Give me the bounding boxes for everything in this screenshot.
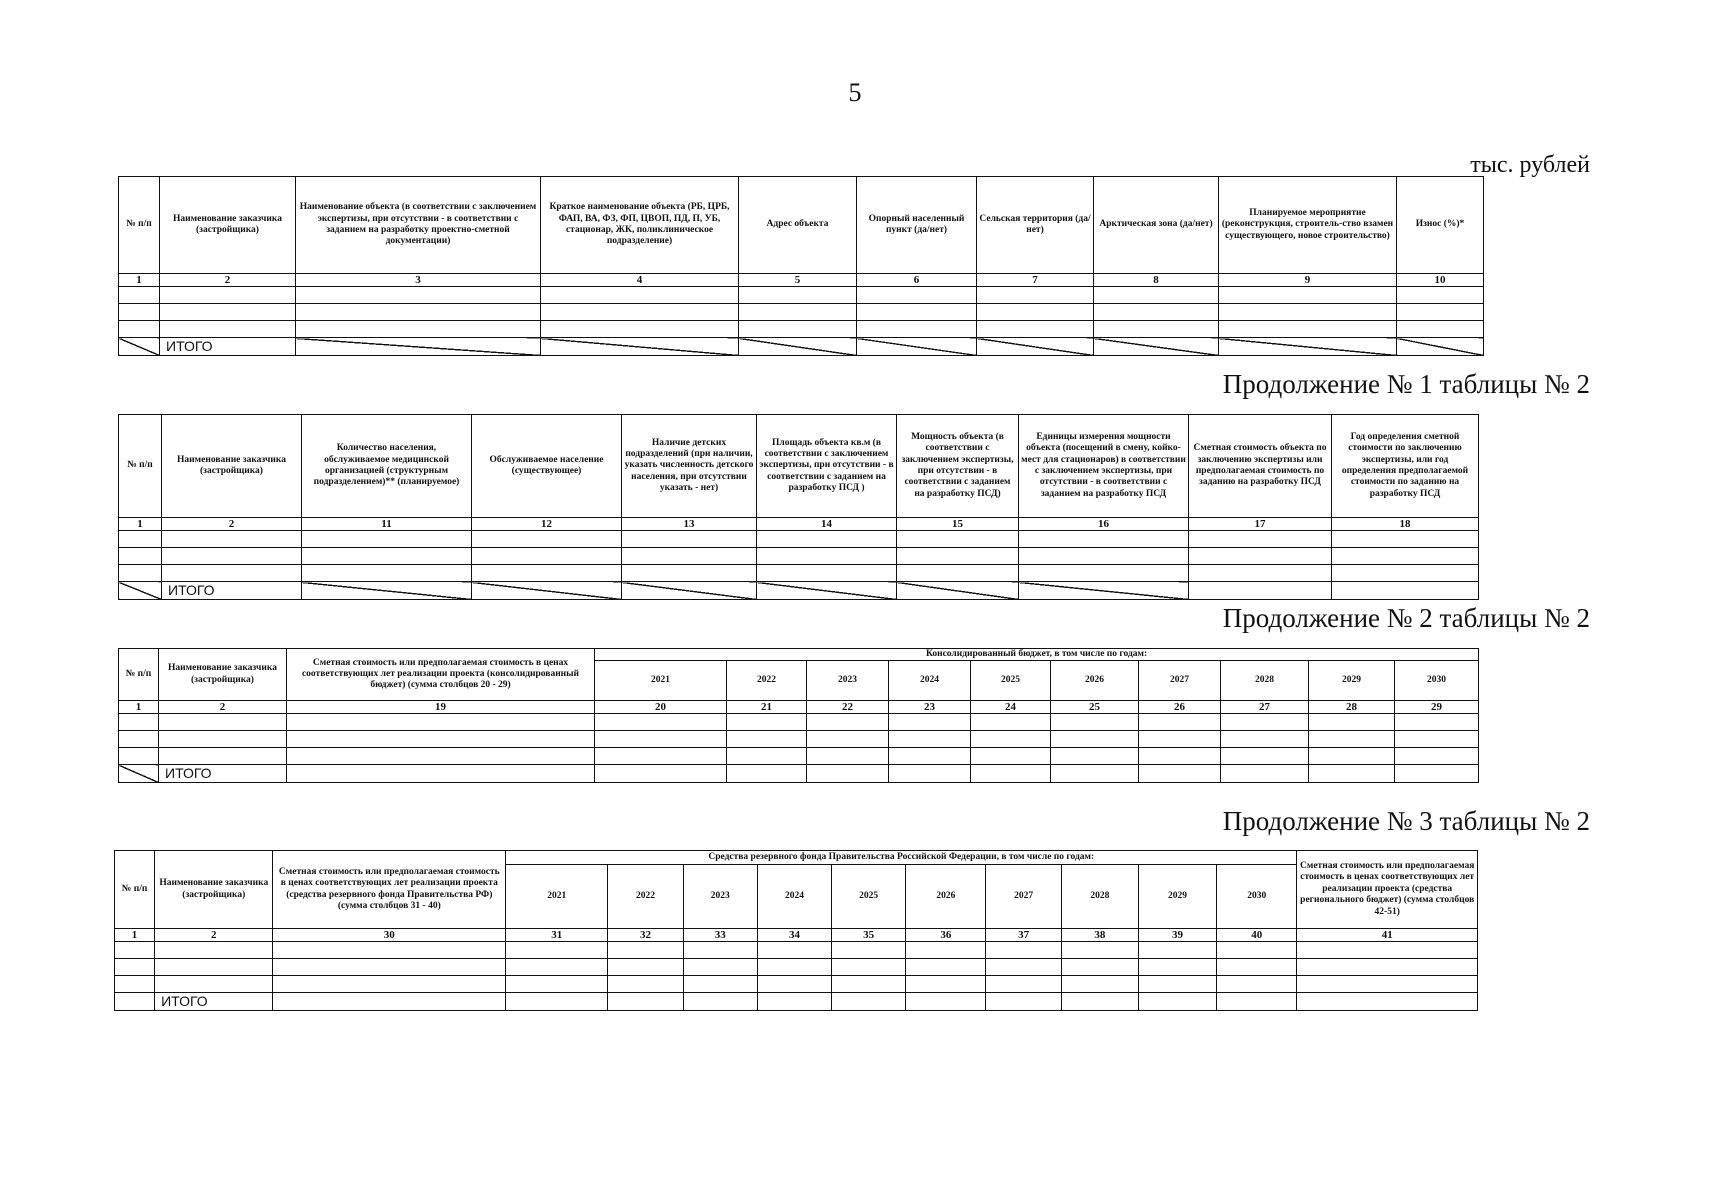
table-continuation-3 (114, 850, 1478, 1011)
column-number: 28 (1309, 701, 1395, 714)
column-number: 34 (757, 929, 831, 942)
header-cell: № п/п (119, 177, 160, 274)
column-number: 35 (832, 929, 906, 942)
header-cell: Мощность объекта (в соответствии с заключением экспертизы, при отсутствии - в соответствии с заданием на разработку ПСД) (897, 415, 1019, 518)
column-number: 14 (757, 518, 897, 531)
year-header: 2028 (1061, 865, 1138, 929)
column-number: 25 (1051, 701, 1139, 714)
header-cell: Наличие детских подразделений (при наличии, указать численность детского населения, при отсутствии указать - нет) (622, 415, 757, 518)
table-row (115, 942, 1478, 959)
table-row (119, 714, 1479, 731)
column-number: 37 (986, 929, 1061, 942)
header-cell: Обслуживаемое население (существующее) (472, 415, 622, 518)
column-number: 33 (683, 929, 757, 942)
group-header: Средства резервного фонда Правительства Российской Федерации, в том числе по годам: (506, 851, 1297, 865)
group-header: Консолидированный бюджет, в том числе по годам: (595, 649, 1479, 661)
header-cell: Единицы измерения мощности объекта (посещений в смену, койко-мест для стационаров) в соответствии с заключением экспертизы, при отсутствии - в соответствии с заданием на разработку ПСД (1019, 415, 1189, 518)
column-number: 6 (857, 274, 977, 287)
year-header: 2026 (906, 865, 986, 929)
column-number: 1 (119, 518, 162, 531)
year-header: 2028 (1221, 661, 1309, 701)
year-header: 2024 (889, 661, 971, 701)
header-cell: Адрес объекта (739, 177, 857, 274)
column-number: 39 (1138, 929, 1216, 942)
column-number: 38 (1061, 929, 1138, 942)
year-header: 2023 (683, 865, 757, 929)
column-number: 23 (889, 701, 971, 714)
column-number: 29 (1395, 701, 1479, 714)
table-row (115, 976, 1478, 993)
table-row (119, 321, 1484, 338)
column-number: 36 (906, 929, 986, 942)
column-number: 20 (595, 701, 727, 714)
year-header: 2025 (832, 865, 906, 929)
column-number: 13 (622, 518, 757, 531)
continuation-title-2: Продолжение № 2 таблицы № 2 (1222, 603, 1590, 633)
year-header: 2027 (986, 865, 1061, 929)
table-row (115, 959, 1478, 976)
column-number: 30 (273, 929, 506, 942)
year-header: 2026 (1051, 661, 1139, 701)
total-label: ИТОГО (160, 338, 296, 356)
column-number: 27 (1221, 701, 1309, 714)
units-label: тыс. рублей (1470, 152, 1590, 178)
table-row (119, 548, 1479, 565)
year-header: 2025 (971, 661, 1051, 701)
header-cell: Планируемое мероприятие (реконструкция, строитель-ство взамен существующего, новое строительство) (1219, 177, 1397, 274)
header-cell: Количество населения, обслуживаемое медицинской организацией (структурным подразделением)** (планируемое) (302, 415, 472, 518)
table-row (119, 531, 1479, 548)
header-cell: Сметная стоимость или предполагаемая стоимость в ценах соответствующих лет реализации проекта (консолидированный бюджет) (сумма столбцов 20 - 29) (287, 649, 595, 701)
column-number: 7 (977, 274, 1094, 287)
column-number: 2 (159, 701, 287, 714)
table-row (119, 304, 1484, 321)
year-header: 2029 (1309, 661, 1395, 701)
total-row (119, 765, 1479, 783)
total-label: ИТОГО (155, 993, 273, 1011)
column-number: 24 (971, 701, 1051, 714)
table-row (119, 748, 1479, 765)
column-number: 26 (1139, 701, 1221, 714)
header-cell: Площадь объекта кв.м (в соответствии с заключением экспертизы, при отсутствии - в соответствии с заданием на разработку ПСД ) (757, 415, 897, 518)
header-cell: № п/п (119, 649, 159, 701)
total-row (119, 338, 1484, 356)
column-number: 31 (506, 929, 608, 942)
year-header: 2030 (1395, 661, 1479, 701)
header-cell: Сметная стоимость или предполагаемая стоимость в ценах соответствующих лет реализации проекта (средства резервного фонда Правительства РФ) (сумма столбцов 31 - 40) (273, 851, 506, 929)
column-number: 11 (302, 518, 472, 531)
column-number: 18 (1332, 518, 1479, 531)
column-number: 5 (739, 274, 857, 287)
column-number: 10 (1397, 274, 1484, 287)
header-cell: Наименование заказчика (застройщика) (162, 415, 302, 518)
year-header: 2022 (608, 865, 683, 929)
table-row (119, 565, 1479, 582)
year-header: 2027 (1139, 661, 1221, 701)
table-main (118, 176, 1484, 356)
total-label: ИТОГО (159, 765, 287, 783)
column-number: 4 (541, 274, 739, 287)
total-row (115, 993, 1478, 1011)
continuation-title-1: Продолжение № 1 таблицы № 2 (1222, 369, 1590, 399)
column-number: 1 (115, 929, 155, 942)
column-number: 1 (119, 701, 159, 714)
header-cell: Сельская территория (да/нет) (977, 177, 1094, 274)
header-cell: Сметная стоимость или предполагаемая стоимость в ценах соответствующих лет реализации проекта (средства регионального бюджет) (сумма столбцов 42-51) (1297, 851, 1478, 929)
column-number: 1 (119, 274, 160, 287)
column-number: 3 (296, 274, 541, 287)
header-cell: Наименование заказчика (застройщика) (159, 649, 287, 701)
year-header: 2024 (757, 865, 831, 929)
year-header: 2030 (1217, 865, 1297, 929)
header-cell: Износ (%)* (1397, 177, 1484, 274)
table-row (119, 731, 1479, 748)
header-cell: № п/п (115, 851, 155, 929)
column-number: 17 (1189, 518, 1332, 531)
header-cell: Сметная стоимость объекта по заключению экспертизы или предполагаемая стоимость по заданию на разработку ПСД (1189, 415, 1332, 518)
table-row (119, 287, 1484, 304)
column-number: 22 (807, 701, 889, 714)
table-continuation-2 (118, 648, 1479, 783)
column-number: 32 (608, 929, 683, 942)
column-number: 2 (160, 274, 296, 287)
column-number: 15 (897, 518, 1019, 531)
header-cell: № п/п (119, 415, 162, 518)
header-cell: Краткое наименование объекта (РБ, ЦРБ, ФАП, ВА, ФЗ, ФП, ЦВОП, ПД, П, УБ, стационар, ЖК, поликлиническое подразделение) (541, 177, 739, 274)
header-cell: Год определения сметной стоимости по заключению экспертизы, или год определения предполагаемой стоимости по заданию на разработку ПСД (1332, 415, 1479, 518)
column-number: 40 (1217, 929, 1297, 942)
column-number: 8 (1094, 274, 1219, 287)
table-continuation-1 (118, 414, 1479, 600)
total-row (119, 582, 1479, 600)
column-number: 12 (472, 518, 622, 531)
header-cell: Опорный населенный пункт (да/нет) (857, 177, 977, 274)
year-header: 2029 (1138, 865, 1216, 929)
total-label: ИТОГО (162, 582, 302, 600)
year-header: 2023 (807, 661, 889, 701)
column-number: 16 (1019, 518, 1189, 531)
header-cell: Наименование заказчика (застройщика) (155, 851, 273, 929)
header-cell: Арктическая зона (да/нет) (1094, 177, 1219, 274)
column-number: 19 (287, 701, 595, 714)
column-number: 2 (155, 929, 273, 942)
page-number: 5 (848, 78, 862, 107)
column-number: 21 (727, 701, 807, 714)
year-header: 2021 (506, 865, 608, 929)
year-header: 2021 (595, 661, 727, 701)
column-number: 41 (1297, 929, 1478, 942)
header-cell: Наименование объекта (в соответствии с заключением экспертизы, при отсутствии - в соответствии с заданием на разработку проектно-сметной документации) (296, 177, 541, 274)
continuation-title-3: Продолжение № 3 таблицы № 2 (1222, 806, 1590, 836)
column-number: 2 (162, 518, 302, 531)
header-cell: Наименование заказчика (застройщика) (160, 177, 296, 274)
year-header: 2022 (727, 661, 807, 701)
column-number: 9 (1219, 274, 1397, 287)
